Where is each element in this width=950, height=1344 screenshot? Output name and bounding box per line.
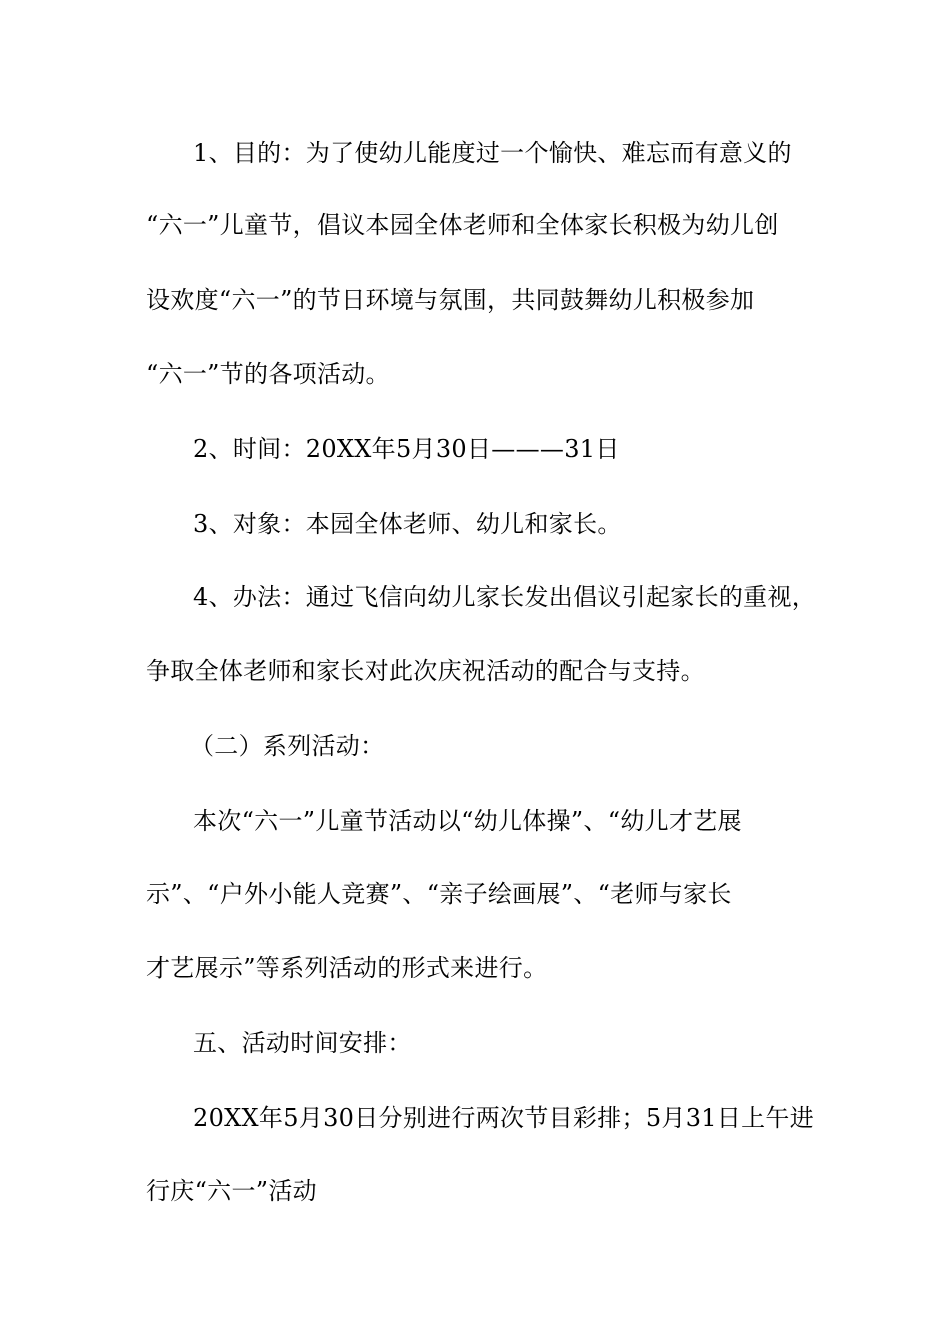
paragraph-method-line-2: 争取全体老师和家长对此次庆祝活动的配合与支持。 (146, 657, 705, 685)
paragraph-purpose-line-1: 1、目的：为了使幼儿能度过一个愉快、难忘而有意义的 (193, 139, 792, 167)
section-heading-schedule: 五、活动时间安排： (193, 1029, 412, 1057)
section-heading-series-activities: （二）系列活动： (190, 732, 385, 760)
paragraph-target: 3、对象：本园全体老师、幼儿和家长。 (193, 510, 622, 538)
paragraph-activities-line-3: 才艺展示”等系列活动的形式来进行。 (146, 954, 548, 982)
paragraph-purpose-line-3: 设欢度“六一”的节日环境与氛围，共同鼓舞幼儿积极参加 (146, 286, 755, 314)
paragraph-activities-line-1: 本次“六一”儿童节活动以“幼儿体操”、“幼儿才艺展 (193, 807, 742, 835)
paragraph-time: 2、时间：20XX年5月30日———31日 (193, 435, 620, 463)
paragraph-activities-line-2: 示”、“户外小能人竞赛”、“亲子绘画展”、“老师与家长 (146, 880, 732, 908)
paragraph-schedule-line-2: 行庆“六一”活动 (146, 1177, 317, 1205)
paragraph-purpose-line-4: “六一”节的各项活动。 (146, 360, 390, 388)
paragraph-schedule-line-1: 20XX年5月30日分别进行两次节目彩排；5月31日上午进 (193, 1104, 815, 1132)
paragraph-method-line-1: 4、办法：通过飞信向幼儿家长发出倡议引起家长的重视， (193, 583, 817, 611)
paragraph-purpose-line-2: “六一”儿童节，倡议本园全体老师和全体家长积极为幼儿创 (146, 211, 779, 239)
